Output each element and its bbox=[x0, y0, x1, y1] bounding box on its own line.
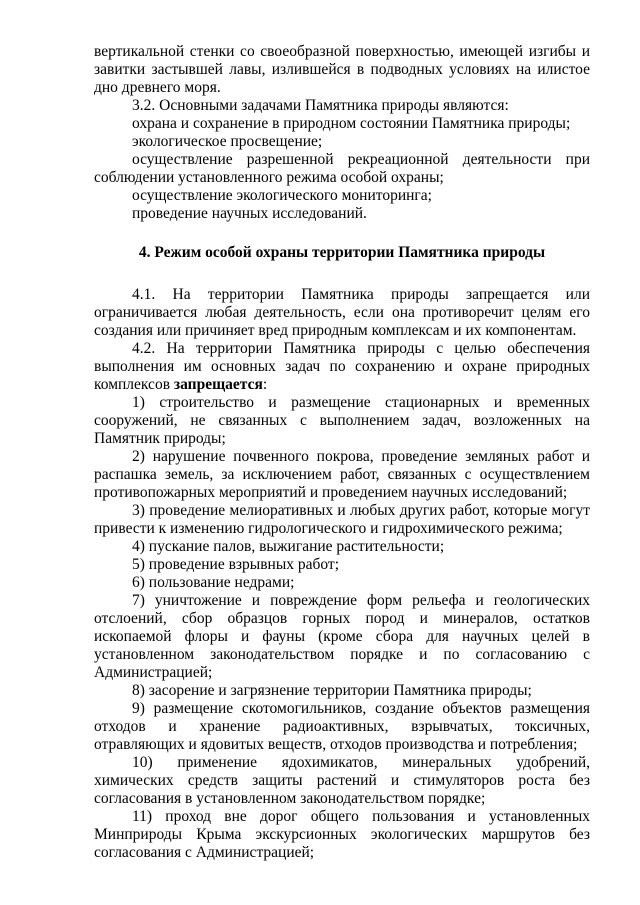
task-education: экологическое просвещение; bbox=[132, 133, 323, 150]
prohibition-item-1: 1) строительство и размещение стационарных и временных сооружений, не связанных с выполнением задач, возложенных на Памятник природы; bbox=[94, 394, 590, 447]
paragraph-4-1: 4.1. На территории Памятника природы запрещается или ограничивается любая деятельность, если она противоречит целям его создания или причиняет вред природным комплексам и их компонентам. bbox=[94, 286, 590, 339]
paragraph-lava-description: вертикальной стенки со своеобразной поверхностью, имеющей изгибы и завитки застывшей лавы, излившейся в подводных условиях на илистое дно древнего моря. bbox=[94, 43, 590, 96]
prohibition-item-9: 9) размещение скотомогильников, создание объектов размещения отходов и хранение радиоактивных, взрывчатых, токсичных, отравляющих и ядовитых веществ, отходов производства и потребления; bbox=[94, 700, 590, 753]
task-protection: охрана и сохранение в природном состоянии Памятника природы; bbox=[132, 115, 571, 132]
paragraph-4-2-colon: : bbox=[262, 376, 268, 393]
prohibition-item-8: 8) засорение и загрязнение территории Памятника природы; bbox=[132, 682, 532, 699]
document-body bbox=[94, 43, 590, 862]
paragraph-3-2-title: 3.2. Основными задачами Памятника природы являются: bbox=[132, 97, 509, 114]
prohibition-item-5: 5) проведение взрывных работ; bbox=[132, 556, 339, 573]
prohibition-item-4: 4) пускание палов, выжигание растительности; bbox=[132, 538, 445, 555]
prohibition-item-6: 6) пользование недрами; bbox=[132, 574, 295, 591]
prohibition-item-10: 10) применение ядохимикатов, минеральных удобрений, химических средств защиты растений и стимуляторов роста без согласования в установленном законодательством порядке; bbox=[94, 754, 590, 807]
section-4-heading: 4. Режим особой охраны территории Памятника природы bbox=[138, 244, 546, 261]
task-monitoring: осуществление экологического мониторинга; bbox=[132, 187, 432, 204]
task-recreation: осуществление разрешенной рекреационной деятельности при соблюдении установленного режима особой охраны; bbox=[94, 151, 590, 186]
prohibition-item-7: 7) уничтожение и повреждение форм рельефа и геологических отслоений, сбор образцов горных пород и минералов, остатков ископаемой флоры и фауны (кроме сбора для научных целей в установленном законодательством порядке и по согласованию с Администрацией; bbox=[94, 592, 590, 681]
paragraph-4-2-prohibited: запрещается bbox=[173, 376, 263, 393]
prohibition-item-2: 2) нарушение почвенного покрова, проведение земляных работ и распашка земель, за исключением работ, связанных с осуществлением противопожарных мероприятий и проведением научных исследований; bbox=[94, 448, 590, 501]
prohibition-item-3: 3) проведение мелиоративных и любых других работ, которые могут привести к изменению гидрологического и гидрохимического режима; bbox=[94, 502, 590, 537]
paragraph-4-2 bbox=[94, 340, 590, 394]
task-research: проведение научных исследований. bbox=[132, 205, 367, 222]
prohibition-item-11: 11) проход вне дорог общего пользования и установленных Минприроды Крыма экскурсионных экологических маршрутов без согласования с Администрацией; bbox=[94, 808, 590, 861]
paragraph-4-2-text: 4.2. На территории Памятника природы с целью обеспечения выполнения им основных задач по сохранению и охране природных комплексов bbox=[94, 340, 590, 393]
